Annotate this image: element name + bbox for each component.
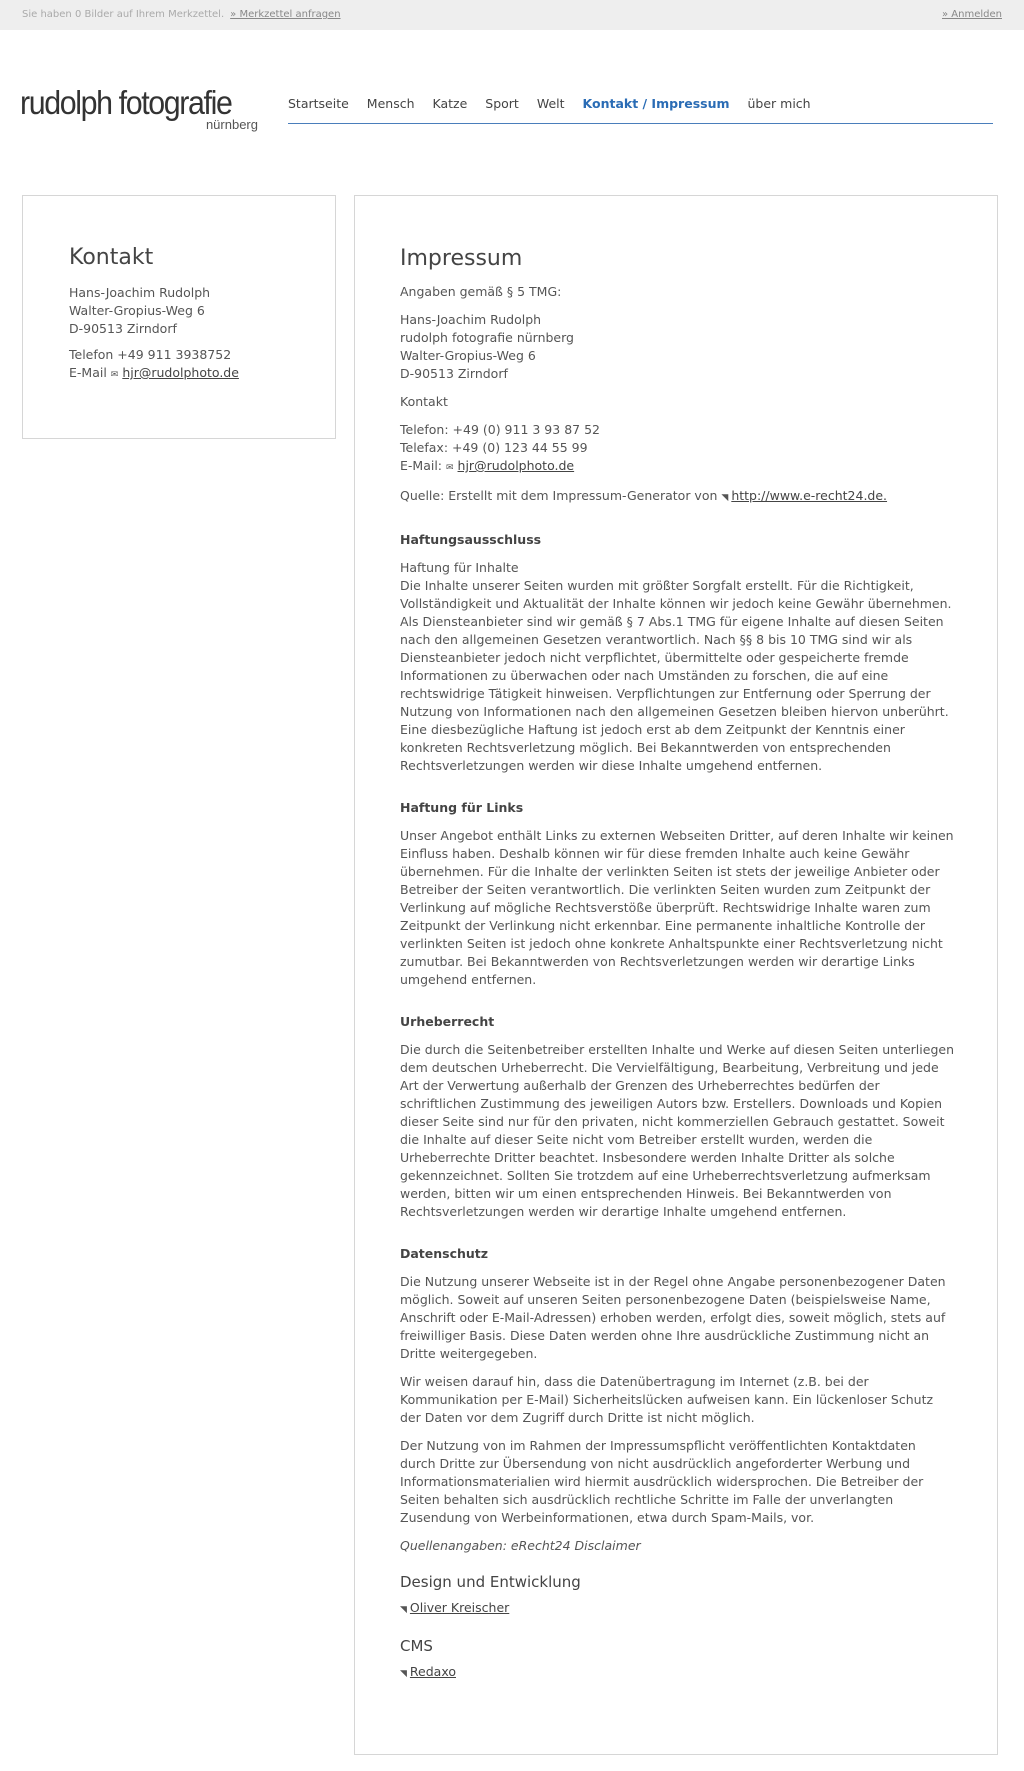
- merkzettel-request-link[interactable]: » Merkzettel anfragen: [230, 9, 341, 20]
- logo-sub-text: nürnberg: [205, 117, 258, 132]
- contact-phone: Telefon +49 911 3938752: [69, 347, 232, 362]
- external-link-arrow-icon: ◥: [400, 1605, 407, 1615]
- contact-box: [22, 195, 336, 439]
- envelope-icon: ✉: [446, 463, 454, 473]
- impressum-telefon: Telefon: +49 (0) 911 3 93 87 52: [400, 422, 600, 437]
- main-navigation: [288, 96, 993, 124]
- datenschutz-text-3: Der Nutzung von im Rahmen der Impressumspflicht veröffentlichten Kontaktdaten durch Dritte zur Übersendung von nicht ausdrücklich angeforderter Werbung und Informationsmaterialien wird hiermit ausdrücklich widersprochen. Die Betreiber der Seiten behalten sich ausdrücklich rechtliche Schritte im Falle der unverlangten Zusendung von Werbeinformationen, etwa durch Spam-Mails, vor.: [400, 1438, 924, 1525]
- logo-main-text: rudolph fotografie: [20, 84, 232, 121]
- external-link-arrow-icon: ◥: [400, 1669, 407, 1679]
- merkzettel-info: [22, 9, 341, 20]
- quelle-text: Quelle: Erstellt mit dem Impressum-Generator von: [400, 488, 718, 503]
- login-link[interactable]: » Anmelden: [942, 9, 1002, 20]
- datenschutz-text-2: Wir weisen darauf hin, dass die Datenübertragung im Internet (z.B. bei der Kommunikation per E-Mail) Sicherheitslücken aufweisen kann. Ein lückenloser Schutz der Daten vor dem Zugriff durch Dritte ist nicht möglich.: [400, 1374, 934, 1425]
- nav-item-ueber-mich[interactable]: über mich: [747, 96, 811, 111]
- nav-item-startseite[interactable]: Startseite: [288, 96, 349, 111]
- cms-heading: CMS: [400, 1637, 433, 1655]
- nav-item-welt[interactable]: Welt: [536, 96, 565, 111]
- impressum-box: [354, 195, 998, 1755]
- haftung-inhalte-label: Haftung für Inhalte: [400, 560, 519, 575]
- designer-link[interactable]: Oliver Kreischer: [409, 1600, 510, 1615]
- impressum-email-label: E-Mail:: [400, 458, 443, 473]
- logo[interactable]: [20, 84, 260, 134]
- design-heading: Design und Entwicklung: [400, 1573, 581, 1591]
- external-link-arrow-icon: ◥: [721, 493, 729, 503]
- impressum-kontakt-label: Kontakt: [400, 394, 448, 409]
- impressum-company: rudolph fotografie nürnberg: [400, 330, 574, 345]
- contact-email-link[interactable]: hjr@rudolphoto.de: [122, 365, 239, 380]
- impressum-content: [400, 246, 955, 1683]
- nav-item-katze[interactable]: Katze: [432, 96, 468, 111]
- datenschutz-text-1: Die Nutzung unserer Webseite ist in der Regel ohne Angabe personenbezogener Daten möglich. Soweit auf unseren Seiten personenbezogene Daten (beispielsweise Name, Anschrift oder E-Mail-Adressen) erhoben werden, erfolgt dies, soweit möglich, stets auf freiwilliger Basis. Diese Daten werden ohne Ihre ausdrückliche Zustimmung nicht an Dritte weitergegeben.: [400, 1274, 946, 1361]
- contact-details: [69, 284, 239, 384]
- contact-title: Kontakt: [69, 245, 154, 270]
- impressum-name: Hans-Joachim Rudolph: [400, 312, 542, 327]
- haftung-links-heading: Haftung für Links: [400, 800, 524, 815]
- datenschutz-heading: Datenschutz: [400, 1246, 489, 1261]
- envelope-icon: ✉: [110, 370, 119, 380]
- nav-item-mensch[interactable]: Mensch: [366, 96, 415, 111]
- merkzettel-text: Sie haben 0 Bilder auf Ihrem Merkzettel.: [22, 9, 225, 20]
- impressum-tmg: Angaben gemäß § 5 TMG:: [400, 284, 562, 299]
- impressum-title: Impressum: [400, 246, 523, 271]
- impressum-email-link[interactable]: hjr@rudolphoto.de: [457, 458, 575, 473]
- quellenangaben: Quellenangaben: eRecht24 Disclaimer: [400, 1538, 641, 1553]
- impressum-city: D-90513 Zirndorf: [400, 366, 508, 381]
- nav-item-sport[interactable]: Sport: [485, 96, 519, 111]
- nav-item-kontakt-impressum[interactable]: Kontakt / Impressum: [582, 96, 730, 111]
- contact-name: Hans-Joachim Rudolph: [69, 285, 211, 300]
- contact-city: D-90513 Zirndorf: [69, 321, 177, 336]
- impressum-street: Walter-Gropius-Weg 6: [400, 348, 536, 363]
- cms-link[interactable]: Redaxo: [409, 1664, 456, 1679]
- haftung-inhalte-text: Die Inhalte unserer Seiten wurden mit größter Sorgfalt erstellt. Für die Richtigkeit, Vollständigkeit und Aktualität der Inhalte können wir jedoch keine Gewähr übernehmen. Als Diensteanbieter sind wir gemäß § 7 Abs.1 TMG für eigene Inhalte auf diesen Seiten nach den allgemeinen Gesetzen verantwortlich. Nach §§ 8 bis 10 TMG sind wir als Diensteanbieter jedoch nicht verpflichtet, übermittelte oder gespeicherte fremde Informationen zu überwachen oder nach Umständen zu forschen, die auf eine rechtswidrige Tätigkeit hinweisen. Verpflichtungen zur Entfernung oder Sperrung der Nutzung von Informationen nach den allgemeinen Gesetzen bleiben hiervon unberührt. Eine diesbezügliche Haftung ist jedoch erst ab dem Zeitpunkt der Kenntnis einer konkreten Rechtsverletzung möglich. Bei Bekanntwerden von entsprechenden Rechtsverletzungen werden wir diese Inhalte umgehend entfernen.: [400, 578, 952, 773]
- haftungsausschluss-heading: Haftungsausschluss: [400, 532, 542, 547]
- contact-email-label: E-Mail: [69, 365, 107, 380]
- top-bar: [0, 0, 1024, 30]
- urheberrecht-text: Die durch die Seitenbetreiber erstellten Inhalte und Werke auf diesen Seiten unterliegen dem deutschen Urheberrecht. Die Vervielfältigung, Bearbeitung, Verbreitung und jede Art der Verwertung außerhalb der Grenzen des Urheberrechtes bedürfen der schriftlichen Zustimmung des jeweiligen Autors bzw. Erstellers. Downloads und Kopien dieser Seite sind nur für den privaten, nicht kommerziellen Gebrauch gestattet. Soweit die Inhalte auf dieser Seite nicht vom Betreiber erstellt wurden, werden die Urheberrechte Dritter beachtet. Insbesondere werden Inhalte Dritter als solche gekennzeichnet. Sollten Sie trotzdem auf eine Urheberrechtsverletzung aufmerksam werden, bitten wir um einen entsprechenden Hinweis. Bei Bekanntwerden von Rechtsverletzungen werden wir derartige Inhalte umgehend entfernen.: [400, 1042, 954, 1219]
- urheberrecht-heading: Urheberrecht: [400, 1014, 495, 1029]
- impressum-telefax: Telefax: +49 (0) 123 44 55 99: [400, 440, 588, 455]
- contact-street: Walter-Gropius-Weg 6: [69, 303, 205, 318]
- e-recht24-link[interactable]: http://www.e-recht24.de.: [731, 488, 888, 503]
- haftung-links-text: Unser Angebot enthält Links zu externen Webseiten Dritter, auf deren Inhalte wir keinen Einfluss haben. Deshalb können wir für diese fremden Inhalte auch keine Gewähr übernehmen. Für die Inhalte der verlinkten Seiten ist stets der jeweilige Anbieter oder Betreiber der Seiten verantwortlich. Die verlinkten Seiten wurden zum Zeitpunkt der Verlinkung auf mögliche Rechtsverstöße überprüft. Rechtswidrige Inhalte waren zum Zeitpunkt der Verlinkung nicht erkennbar. Eine permanente inhaltliche Kontrolle der verlinkten Seiten ist jedoch ohne konkrete Anhaltspunkte einer Rechtsverletzung nicht zumutbar. Bei Bekanntwerden von Rechtsverletzungen werden wir derartige Links umgehend entfernen.: [400, 828, 954, 987]
